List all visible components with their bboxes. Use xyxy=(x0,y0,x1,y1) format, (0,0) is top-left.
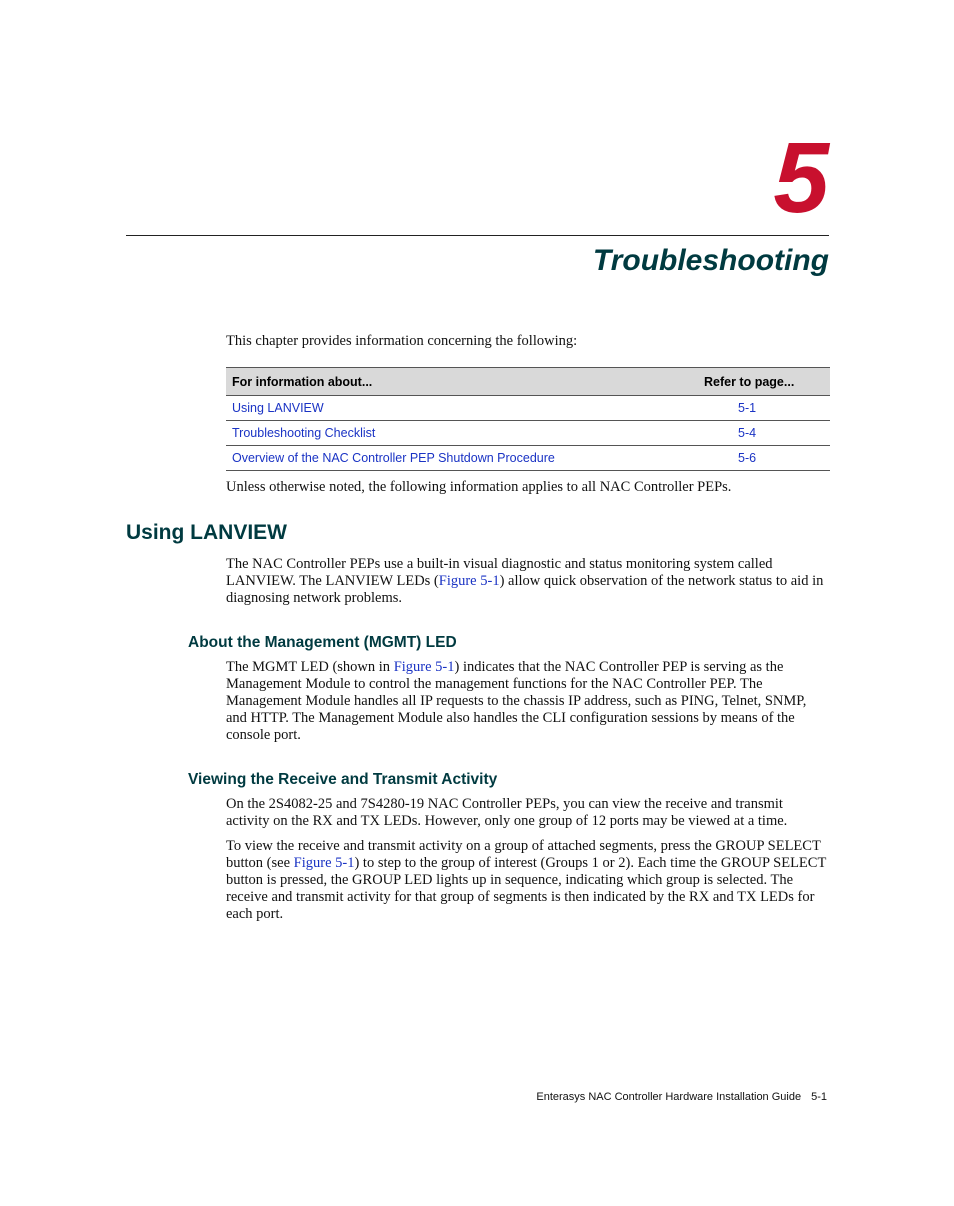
subsection-heading-mgmt-led: About the Management (MGMT) LED xyxy=(188,634,457,651)
table-header-row xyxy=(226,368,830,396)
header-page: Refer to page... xyxy=(698,368,830,396)
note-paragraph: Unless otherwise noted, the following information applies to all NAC Controller PEPs. xyxy=(226,479,732,495)
page-footer xyxy=(536,1091,827,1103)
subsection-heading-rx-tx: Viewing the Receive and Transmit Activity xyxy=(188,771,498,788)
chapter-rule xyxy=(126,235,829,236)
footer-page-number: 5-1 xyxy=(811,1091,827,1103)
section-heading-using-lanview: Using LANVIEW xyxy=(126,521,287,544)
page-link[interactable]: 5-4 xyxy=(698,421,830,446)
table-row xyxy=(226,421,830,446)
topic-link-shutdown-procedure[interactable]: Overview of the NAC Controller PEP Shutdown Procedure xyxy=(226,446,698,471)
lanview-text-after: ) allow quick observation of the network status to aid in diagnosing network problems. xyxy=(226,573,824,606)
header-topic: For information about... xyxy=(226,368,698,396)
figure-link[interactable]: Figure 5-1 xyxy=(438,573,500,589)
page-link[interactable]: 5-6 xyxy=(698,446,830,471)
topic-link-troubleshooting-checklist[interactable]: Troubleshooting Checklist xyxy=(226,421,698,446)
lanview-paragraph xyxy=(226,556,830,607)
footer-guide-title: Enterasys NAC Controller Hardware Installation Guide xyxy=(536,1091,802,1103)
lanview-text-before: The NAC Controller PEPs use a built-in visual diagnostic and status monitoring system called LANVIEW. The LANVIEW LEDs ( xyxy=(226,556,773,589)
topic-link-using-lanview[interactable]: Using LANVIEW xyxy=(226,396,698,421)
rxtx-paragraph-2 xyxy=(226,838,830,923)
mgmt-text-after: ) indicates that the NAC Controller PEP is serving as the Management Module to control the management functions for the NAC Controller PEP. The Management Module handles all IP requests to the chassis IP address, such as PING, Telnet, SNMP, and HTTP. The Management Module also handles the CLI configuration sessions by means of the console port. xyxy=(226,659,807,743)
mgmt-text-before: The MGMT LED (shown in xyxy=(226,659,394,675)
table-row xyxy=(226,396,830,421)
figure-link[interactable]: Figure 5-1 xyxy=(293,855,355,871)
rxtx-text-after: ) to step to the group of interest (Groups 1 or 2). Each time the GROUP SELECT button is pressed, the GROUP LED lights up in sequence, indicating which group is selected. The receive and transmit activity for that group of segments is then indicated by the RX and TX LEDs for each port. xyxy=(226,855,827,922)
page-link[interactable]: 5-1 xyxy=(698,396,830,421)
rxtx-paragraph-1: On the 2S4082-25 and 7S4280-19 NAC Controller PEPs, you can view the receive and transmit activity on the RX and TX LEDs. However, only one group of 12 ports may be viewed at a time. xyxy=(226,796,788,829)
chapter-title: Troubleshooting xyxy=(592,244,829,277)
rxtx-text-before: To view the receive and transmit activity on a group of attached segments, press the GROUP SELECT button (see xyxy=(226,838,821,871)
chapter-number: 5 xyxy=(773,122,827,234)
table-row xyxy=(226,446,830,471)
intro-paragraph: This chapter provides information concerning the following: xyxy=(226,333,578,349)
figure-link[interactable]: Figure 5-1 xyxy=(393,659,455,675)
reference-table xyxy=(226,367,830,471)
mgmt-paragraph xyxy=(226,659,830,744)
